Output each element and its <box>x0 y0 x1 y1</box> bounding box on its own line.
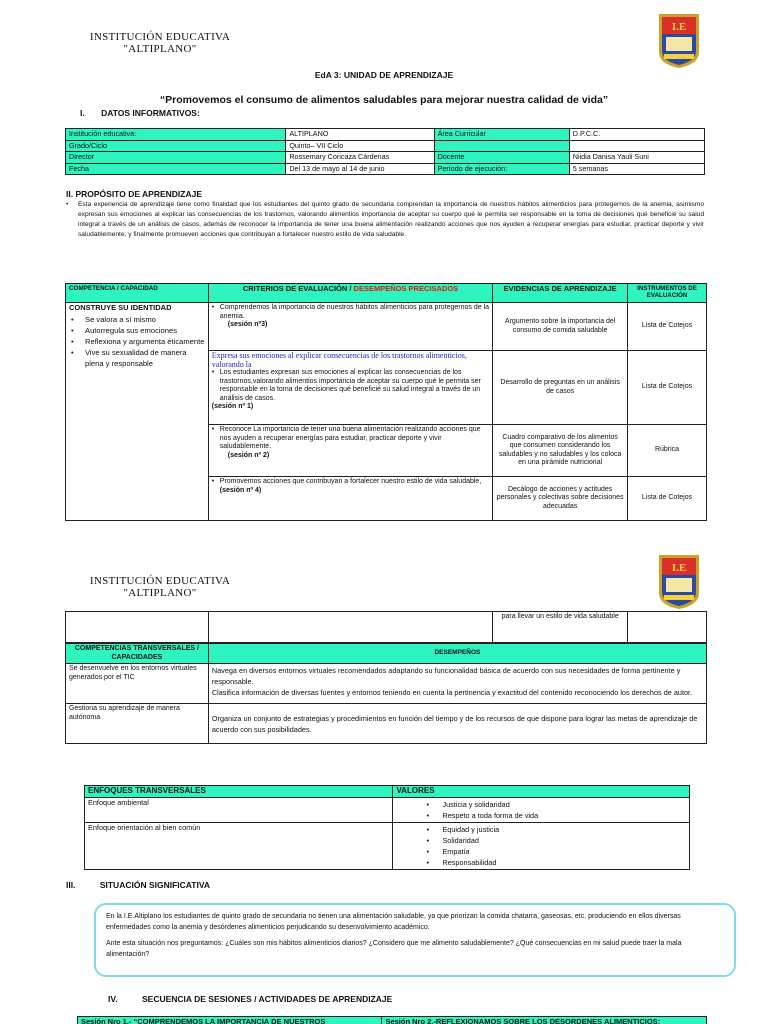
evidence-cell: Cuadro comparativo de los alimentos que consumen considerando los saludables y no saludables y los coloca en una pirámide nutricional <box>493 425 628 477</box>
valor-item: • Responsabilidad <box>426 857 686 868</box>
info-cell: Director <box>66 152 286 164</box>
header-evidence: EVIDENCIAS DE APRENDIZAJE <box>493 284 628 303</box>
info-row <box>66 163 705 175</box>
purpose-text: • Esta experiencia de aprendizaje tiene como finalidad que los estudiantes del quinto grado de secundaria comprendan la importancia de nuestros hábitos alimenticios para protegernos de la anemia, asimismo expresan sus emociones al explicar las consecuencias de los trastornos, valorando alimentios importancia de aceptar su cuerpo qué le permita ser responsable en la toma de decisiones qué beneficié su salud integral a través de un análisis de casos, además de reconocer la importancia de tener una buena alimentación realizando acciones que nos ayuden a recuperar energías para estudiar, practicar deporte y vivir saludablemente, y finalmente promueven acciones que contribuyan a fortalecer nuestro estilo de vida saludable. <box>66 201 704 238</box>
section-label: SECUENCIA DE SESIONES / ACTIVIDADES DE APRENDIZAJE <box>142 994 393 1004</box>
school-crest-logo <box>657 12 701 70</box>
section-1-heading <box>80 108 200 118</box>
empty-cell <box>628 612 707 643</box>
empty-cell <box>208 612 493 643</box>
section-number: IV. <box>108 994 118 1004</box>
info-row <box>66 140 705 152</box>
session-2-title: Sesión Nro 2.-REFLEXIONAMOS SOBRE LOS DESORDENES ALIMENTICIOS: <box>382 1017 707 1024</box>
info-row <box>66 129 705 141</box>
valores-list <box>396 824 686 868</box>
criteria-text: Reconoce La importancia de tener una buena alimentación realizando acciones que nos ayuden a recuperar energías para estudiar, practicar deporte y vivir saludablemente. <box>219 426 481 450</box>
info-cell: Del 13 de mayo al 14 de junio <box>286 163 434 175</box>
institution-school: "ALTIPLANO" <box>123 43 197 55</box>
evidence-cell: Desarrollo de preguntas en un análisis de casos <box>493 351 628 425</box>
header-valores: VALORES <box>393 786 690 798</box>
enfoque-name: Enfoque orientación al bien común <box>85 823 393 870</box>
capacity-item: • Vive su sexualidad de manera plena y responsable <box>71 347 205 369</box>
header-criteria <box>208 284 492 303</box>
session-ref: (sesión nº 1) <box>211 403 254 410</box>
institution-name: INSTITUCIÓN EDUCATIVA <box>89 575 231 587</box>
transversal-table <box>65 643 707 744</box>
section-3-heading <box>66 880 210 890</box>
info-cell: Quinto– VII Ciclo <box>286 140 434 152</box>
session-ref: (sesión nº3) <box>227 321 268 328</box>
eda-title: EdA 3: UNIDAD DE APRENDIZAJE <box>314 70 454 80</box>
criteria-text: Los estudiantes expresan sus emociones al explicar las consecuencias de los trastornos,valorando alimentios importancia de aceptar su cuerpo qué le permita ser responsable en la toma de decisiones qué beneficié su salud integral a través de un análisis de casos. <box>219 369 481 402</box>
enfoques-table <box>84 785 690 870</box>
competency-title: CONSTRUYE SU IDENTIDAD <box>69 303 172 312</box>
info-cell: Fecha <box>66 163 286 175</box>
transversal-competency: Se desenvuelve en los entornos virtuales generados por el TIC <box>66 664 209 704</box>
competency-table <box>65 283 707 521</box>
criteria-text: Comprendemos la importancia de nuestros hábitos alimenticios para protegernos de la anemia. <box>219 304 490 320</box>
valor-item: • Respeto a toda forma de vida <box>426 810 686 821</box>
valor-item: • Empatía <box>426 846 686 857</box>
info-cell: Docente <box>434 152 569 164</box>
valor-item: • Justicia y solidaridad <box>426 799 686 810</box>
institution-name: INSTITUCIÓN EDUCATIVA <box>89 31 231 43</box>
transversal-desempeno: Organiza un conjunto de estrategias y procedimientos en función del tiempo y de los recursos de que dispone para lograr las metas de aprendizaje de acuerdo con sus posibilidades. <box>208 704 706 744</box>
info-cell: 5 semanas <box>569 163 704 175</box>
session-ref: (sesión nº 2) <box>227 451 270 459</box>
criteria-cell <box>208 425 492 477</box>
capacity-item: • Se valora a sí mismo <box>71 314 205 325</box>
valor-item: • Equidad y justicia <box>426 824 686 835</box>
info-cell: D.P.C.C. <box>569 129 704 141</box>
criteria-cell <box>208 351 492 425</box>
info-cell <box>569 140 704 152</box>
valores-cell <box>393 823 690 870</box>
empty-cell <box>66 612 209 643</box>
info-table <box>65 128 705 175</box>
info-cell: Niidia Danisa Yauli Suni <box>569 152 704 164</box>
competency-table-continued <box>65 611 707 643</box>
header-competency: COMPETENCIA / CAPACIDAD <box>66 284 209 303</box>
capacities-list <box>71 314 205 369</box>
instrument-cell: Lista de Cotejos <box>628 477 707 521</box>
header-criteria-text: CRITERIOS DE EVALUACIÓN / <box>242 284 354 293</box>
competency-cell <box>66 303 209 521</box>
header-transversal: COMPETENCIAS TRANSVERSALES / CAPACIDADES <box>66 644 209 664</box>
unit-title: “Promovemos el consumo de alimentos saludables para mejorar nuestra calidad de vida” <box>159 94 609 106</box>
section-4-heading <box>108 994 392 1004</box>
info-cell: Rossemary Coricaza Cárdenas <box>286 152 434 164</box>
session-1-title: Sesión Nro 1.- “COMPRENDEMOS LA IMPORTANCIA DE NUESTROS <box>78 1017 382 1024</box>
institution-school: "ALTIPLANO" <box>123 587 197 599</box>
info-cell: ALTIPLANO <box>286 129 434 141</box>
section-label: DATOS INFORMATIVOS: <box>101 108 200 118</box>
valores-list <box>396 799 686 821</box>
section-number: III. <box>66 880 76 890</box>
school-crest-logo <box>657 553 701 611</box>
institution-header <box>80 575 240 599</box>
header-desempenos: DESEMPEÑOS PRECISADOS <box>353 284 459 293</box>
transversal-competency: Gestiona su aprendizaje de manera autónoma <box>66 704 209 744</box>
situation-box <box>94 903 736 977</box>
transversal-desempeno: Navega en diversos entornos virtuales recomendados adaptando su funcionalidad básica de acuerdo con sus necesidades de forma pertinente y responsable. Clasifica información de diversas fuentes y entornos teniendo en cuenta la pertinencia y exactitud del contenido reconociendo los derechos de autor. <box>208 664 706 704</box>
institution-header <box>80 31 240 55</box>
criteria-cell <box>208 303 492 351</box>
header-desempenos: DESEMPEÑOS <box>208 644 706 664</box>
evidence-cell: Decálogo de acciones y actitudes personales y colectivas sobre decisiones adecuadas <box>493 477 628 521</box>
evidence-cell: para llevar un estilo de vida saludable <box>493 612 628 643</box>
evidence-cell: Argumento sobre la importancia del consumo de comida saludable <box>493 303 628 351</box>
valores-cell <box>393 798 690 823</box>
valor-item: • Solidaridad <box>426 835 686 846</box>
header-enfoques: ENFOQUES TRANSVERSALES <box>85 786 393 798</box>
svg-text:I.E: I.E <box>671 562 687 574</box>
enfoque-name: Enfoque ambiental <box>85 798 393 823</box>
situation-paragraph: En la I.E.Altiplano los estudiantes de quinto grado de secundaria no tienen una alimentación saludable, ya que priorizan la comida chatarra, gaseosas, etc. produciendo en ellos diversas enfermedades como la anemia y desórdenes alimenticios perjudicando su desenvolvimiento académico. <box>106 913 681 931</box>
purpose-paragraph: Esta experiencia de aprendizaje tiene como finalidad que los estudiantes del quinto grado de secundaria comprendan la importancia de nuestros hábitos alimenticios para protegernos de la anemia, asimismo expresan sus emociones al explicar las consecuencias de los trastornos, valorando alimentios importancia de aceptar su cuerpo qué le permita ser responsable en la toma de decisiones qué beneficié su salud integral a través de un análisis de casos, además de reconocer la importancia de tener una buena alimentación realizando acciones que nos ayuden a recuperar energías para estudiar, practicar deporte y vivir saludablemente, y finalmente promueven acciones que contribuyan a fortalecer nuestro estilo de vida saludable. <box>78 201 704 238</box>
svg-text:I.E: I.E <box>671 21 687 33</box>
situation-questions: Ante esta situación nos preguntamos: ¿Cuáles son mis hábitos alimenticios diarios? ¿Considero que me alimento saludablemente? ¿Qué consecuencias en mi salud puede traer la mala alimentación? <box>106 940 682 958</box>
section-2-heading: II. PROPÓSITO DE APRENDIZAJE <box>66 189 203 199</box>
header-instruments: INSTRUMENTOS DE EVALUACIÓN <box>628 284 707 303</box>
info-row <box>66 152 705 164</box>
info-cell: Grado/Ciclo <box>66 140 286 152</box>
section-label: SITUACIÓN SIGNIFICATIVA <box>99 880 211 890</box>
section-number: I. <box>80 108 85 118</box>
instrument-cell: Lista de Cotejos <box>628 351 707 425</box>
capacity-item: • Reflexiona y argumenta éticamente <box>71 336 205 347</box>
info-cell <box>434 140 569 152</box>
instrument-cell: Lista de Cotejos <box>628 303 707 351</box>
session-ref: (sesión nº 4) <box>219 486 262 494</box>
sessions-table <box>77 1016 707 1024</box>
capacity-item: • Autorregula sus emociones <box>71 325 205 336</box>
criteria-text: Promovemos acciones que contribuyan a fortalecer nuestro estilo de vida saludable, <box>219 478 482 485</box>
info-cell: Período de ejecución: <box>434 163 569 175</box>
criteria-cell <box>208 477 492 521</box>
info-cell: Área Curricular <box>434 129 569 141</box>
instrument-cell: Rúbrica <box>628 425 707 477</box>
info-cell: Institución educativa: <box>66 129 286 141</box>
criteria-blue-text: Expresa sus emociones al explicar consecuencias de los trastornos alimenticios, valorando la <box>211 351 467 369</box>
